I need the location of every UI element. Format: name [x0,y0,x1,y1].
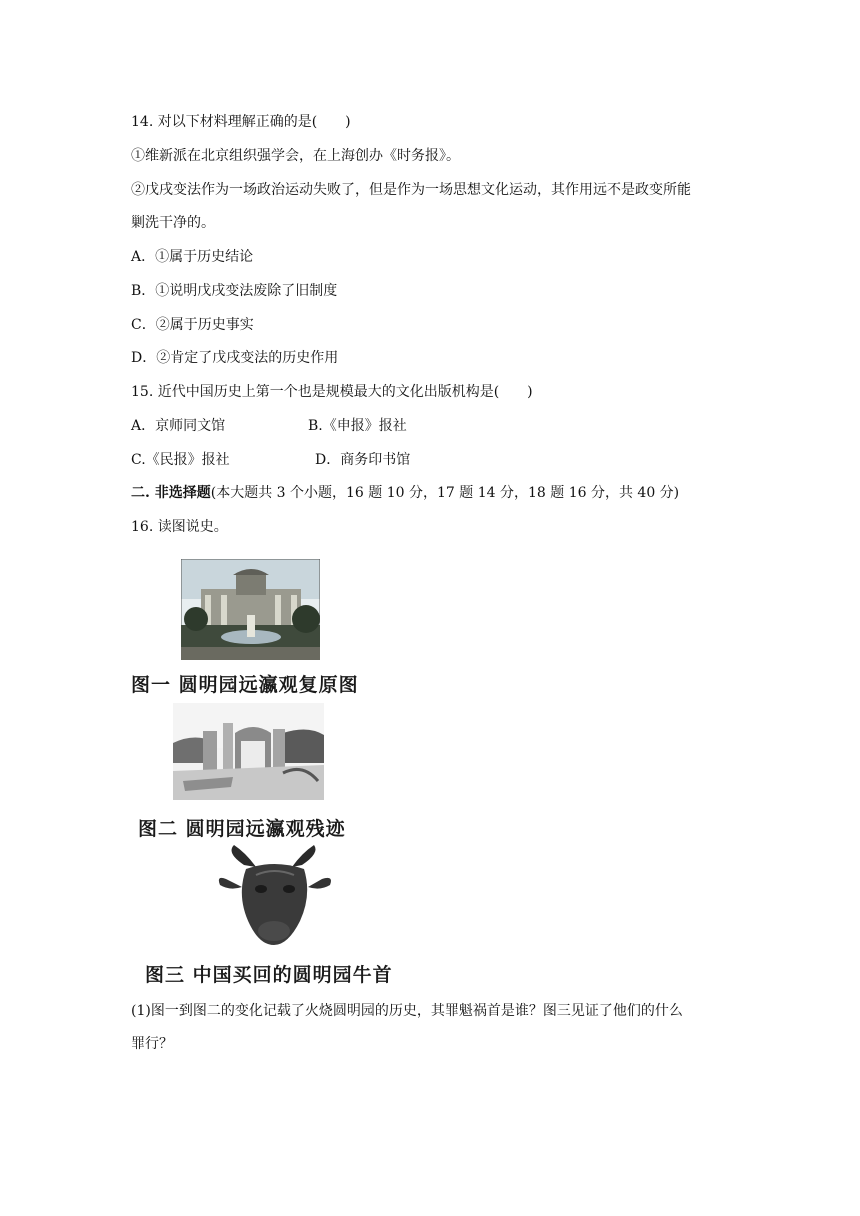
figure-2-caption: 图二 圆明园远瀛观残迹 [138,818,346,840]
section-heading [131,483,679,503]
option-c: C．②属于历史事实 [131,317,254,333]
option-b: B.《申报》报社 [308,418,407,434]
ruins-photo-icon [173,703,324,800]
figure-2-image [173,703,324,800]
option-a: A．京师同文馆 [131,418,226,434]
question-14-material-2: ②戊戌变法作为一场政治运动失败了，但是作为一场思想文化运动，其作用远不是政变所能 [131,182,691,198]
section-title: 二. 非选择题 [131,485,211,501]
figure-1-image [181,559,320,660]
question-16-sub-1-cont: 罪行？ [131,1036,173,1052]
option-b: B．①说明戊戌变法废除了旧制度 [131,283,338,299]
option-c: C.《民报》报社 [131,452,230,468]
question-14-material-1: ①维新派在北京组织强学会，在上海创办《时务报》。 [131,148,460,164]
question-15-stem: 15. 近代中国历史上第一个也是规模最大的文化出版机构是( ) [131,384,533,400]
question-14-material-2-cont: 剿洗干净的。 [131,215,215,231]
question-16-stem: 16. 读图说史。 [131,519,228,535]
question-14-stem: 14. 对以下材料理解正确的是( ) [131,114,351,130]
figure-3-image [216,845,334,949]
question-16-sub-1: (1)图一到图二的变化记载了火烧圆明园的历史，其罪魁祸首是谁？图三见证了他们的什么 [131,1003,683,1019]
option-d: D．②肯定了戊戌变法的历史作用 [131,350,339,366]
bronze-ox-head-icon [216,845,334,949]
figure-1-caption: 图一 圆明园远瀛观复原图 [131,674,359,696]
section-note: (本大题共 3 个小题，16 题 10 分，17 题 14 分，18 题 16 分，共 40 分) [210,485,680,501]
palace-illustration-icon [181,559,320,660]
figure-3-caption: 图三 中国买回的圆明园牛首 [145,964,393,986]
option-d: D．商务印书馆 [315,452,411,468]
option-a: A．①属于历史结论 [131,249,254,265]
